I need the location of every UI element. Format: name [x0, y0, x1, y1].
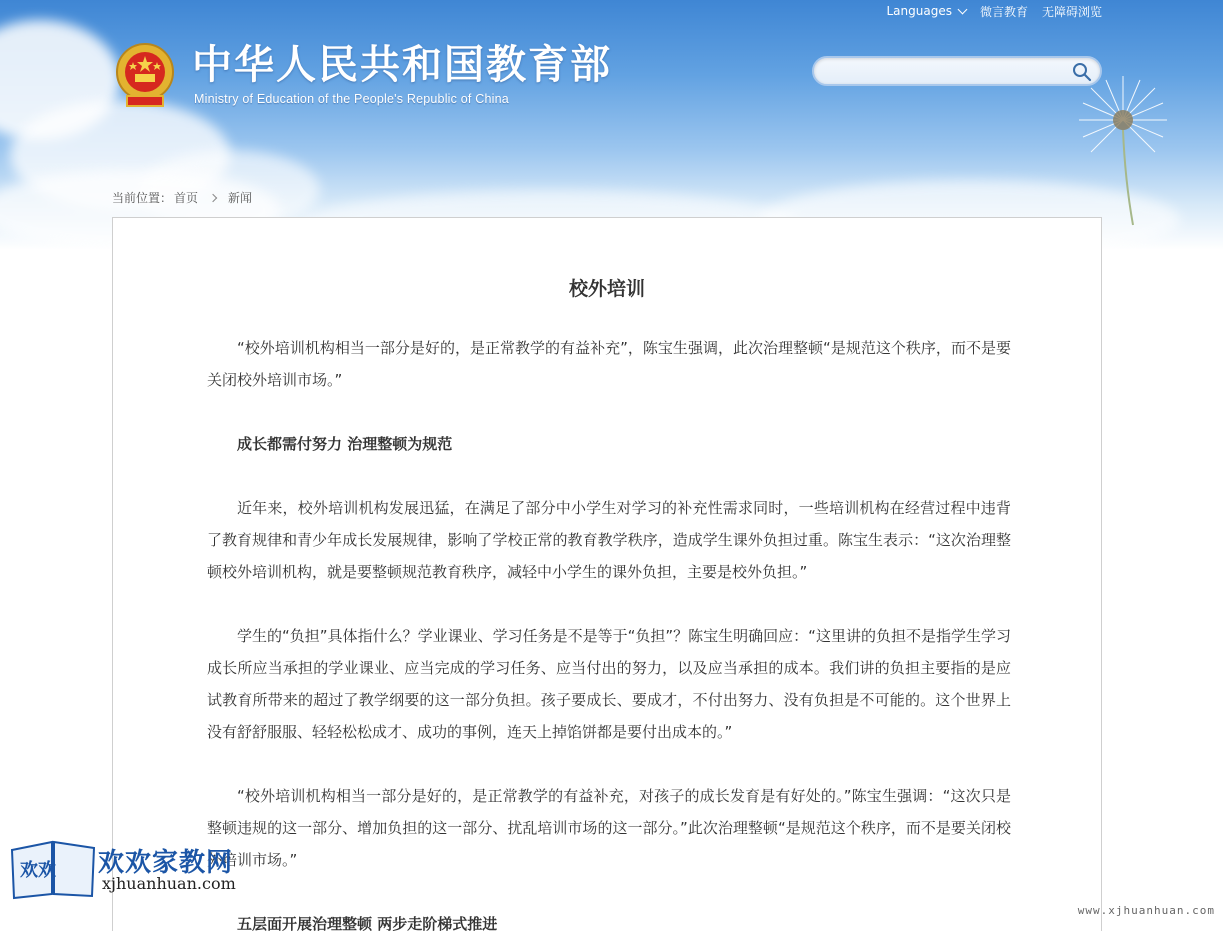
watermark-logo-icon: [8, 836, 98, 904]
breadcrumb-label: 当前位置：: [112, 191, 173, 205]
search-box: [812, 56, 1102, 86]
languages-label: Languages: [886, 4, 952, 18]
dandelion-icon: [1063, 70, 1183, 230]
article-paragraph: 近年来，校外培训机构发展迅猛，在满足了部分中小学生对学习的补充性需求同时，一些培训机构在经营过程中违背了教育规律和青少年成长发展规律，影响了学校正常的教育教学秩序，造成学生课外负担过重。陈宝生表示：“这次治理整顿校外培训机构，就是要整顿规范教育秩序，减轻中小学生的课外负担，主要是校外负担。”: [207, 499, 1011, 581]
article-container: [112, 217, 1102, 931]
watermark-logo-text: 欢欢: [20, 860, 56, 881]
header-banner: [0, 0, 1223, 250]
watermark-url: xjhuanhuan.com: [102, 874, 236, 893]
site-title[interactable]: 中华人民共和国教育部: [192, 42, 612, 88]
search-input[interactable]: [826, 62, 1066, 80]
watermark-name: 欢欢家教网: [98, 848, 234, 878]
watermark-corner: www.xjhuanhuan.com: [1077, 904, 1215, 917]
article-paragraph: “校外培训机构相当一部分是好的，是正常教学的有益补充，对孩子的成长发育是有好处的。”陈宝生强调：“这次只是整顿违规的这一部分、增加负担的这一部分、扰乱培训市场的这一部分。”此次治理整顿“是规范这个秩序，而不是要关闭校外培训市场。”: [207, 787, 1011, 869]
article-paragraph: 学生的“负担”具体指什么？学业课业、学习任务是不是等于“负担”？陈宝生明确回应：“这里讲的负担不是指学生学习成长所应当承担的学业课业、应当完成的学习任务、应当付出的努力，以及应当承担的成本。我们讲的负担主要指的是应试教育所带来的超过了教学纲要的这一部分负担。孩子要成长、要成才，不付出努力、没有负担是不可能的。这个世界上没有舒舒服服、轻轻松松成才、成功的事例，连天上掉馅饼都是要付出成本的。”: [207, 627, 1011, 741]
article-body: [207, 332, 1011, 931]
breadcrumb-current[interactable]: 新闻: [228, 191, 253, 205]
article-subheading: 成长都需付努力 治理整顿为规范: [237, 435, 453, 453]
top-links: [886, 3, 1102, 19]
breadcrumb-home-link[interactable]: 首页: [174, 191, 199, 205]
article-paragraph: “校外培训机构相当一部分是好的，是正常教学的有益补充”，陈宝生强调，此次治理整顿“是规范这个秩序，而不是要关闭校外培训市场。”: [207, 339, 1011, 389]
chevron-down-icon: [958, 4, 968, 14]
breadcrumb: [112, 189, 252, 206]
accessible-browse-link[interactable]: 无障碍浏览: [1041, 4, 1102, 19]
article-subheading: 五层面开展治理整顿 两步走阶梯式推进: [237, 915, 498, 931]
national-emblem-icon: [113, 40, 177, 110]
chevron-right-icon: [209, 193, 217, 201]
site-subtitle: Ministry of Education of the People's Republic of China: [194, 92, 509, 106]
article-title: 校外培训: [568, 278, 645, 300]
languages-menu[interactable]: [886, 4, 965, 18]
search-icon[interactable]: [1072, 62, 1092, 82]
weiyan-link[interactable]: 微言教育: [979, 4, 1028, 19]
